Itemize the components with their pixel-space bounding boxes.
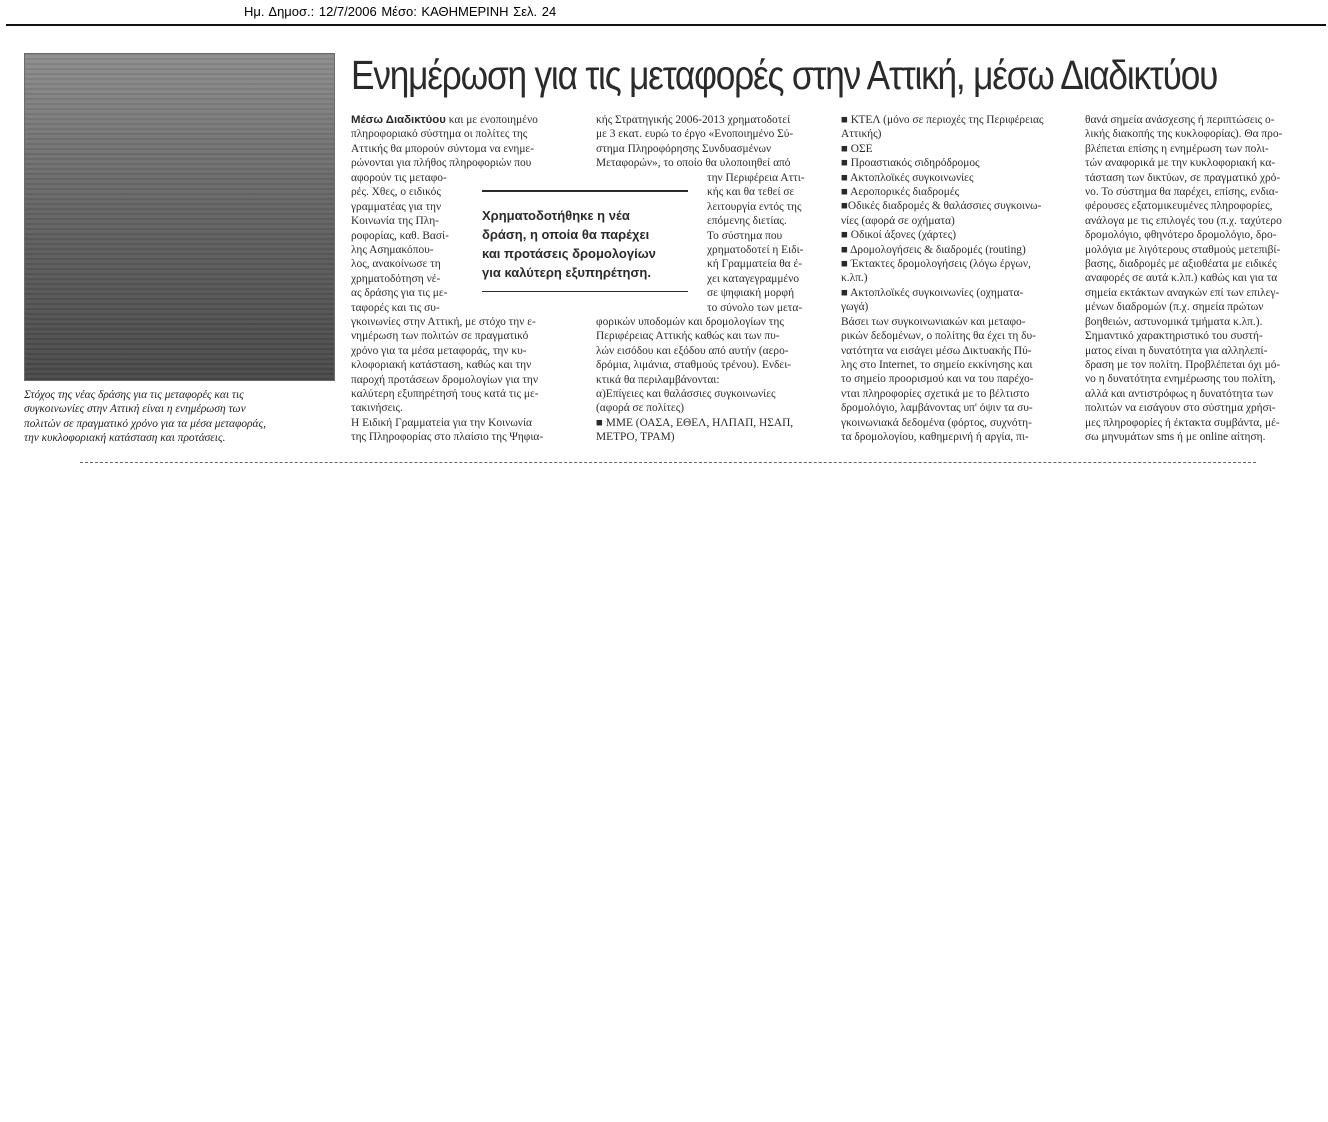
column-1-top (351, 113, 586, 171)
lead-in: Μέσω Διαδικτύου (351, 114, 446, 126)
traffic-photo (24, 53, 335, 381)
photo-caption: Στόχος της νέας δράσης για τις μεταφορές και τις συγκοινωνίες στην Αττική είναι η ενημέρωση των πολιτών σε πραγματικό χρόνο για τα μέσα μεταφοράς, την κυκλοφοριακή κατάσταση και προτάσεις. (24, 389, 266, 445)
column-2-bottom: φορικών υποδομών και δρομολογίων της Περιφέρειας Αττικής καθώς και των πυ- λών εισόδου και εξόδου από αυτήν (αερο- δρόμια, λιμάνια, σταθμούς τρένου). Ενδει- κτικά θα περιλαμβάνονται: α)Επίγειες και θαλάσσιες συγκοινωνίες (αφορά σε πολίτες) ■ ΜΜΕ (ΟΑΣΑ, ΕΘΕΛ, ΗΛΠΑΠ, ΗΣΑΠ, ΜΕΤΡΟ, ΤΡΑΜ) (596, 316, 794, 444)
column-4: θανά σημεία ανάσχεσης ή περιπτώσεις ο- λικής διακοπής της κυκλοφορίας). Θα προ- βλέπεται επίσης η ενημέρωση των πολι- τών αναφορικά με την κυκλοφοριακή κα- τάσταση των δικτύων, σε πραγματικό χρό- νο. Το σύστημα θα παρέχει, επίσης, ενδια- φέρουσες εξατομικευμένες πληροφορίες, ανάλογα με τις επιλογές του (π.χ. ταχύτερο δρομολόγιο, φθηνότερο δρομολόγιο, δρο- μολόγια με λιγότερους σταθμούς μετεπιβί- βασης, διαδρομές με αξιοθέατα με ειδικές αναφορές σε αυτά κ.λπ.) καθώς και για τα σημεία εκτάκτων αναγκών επί των επιλεγ- μένων διαδρομών (π.χ. σημεία πρώτων βοηθειών, αστυνομικά τμήματα κ.λπ.). Σημαντικό χαρακτηριστικό του συστή- ματος είναι η δυνατότητα για αλληλεπί- δραση με τον πολίτη. Προβλέπεται όχι μό- νο η δυνατότητα ενημέρωσης του πολίτη, αλλά και αντιστρόφως η δυνατότητα των πολιτών να εισάγουν στο σύστημα χρήσι- μες πληροφορίες ή έκτακτα συμβάντα, μέ- σω μηνυμάτων sms ή με online αίτηση. (1085, 114, 1283, 443)
bottom-dashed-rule (80, 462, 1256, 463)
publication-info: Ημ. Δημοσ.: 12/7/2006 Μέσο: ΚΑΘΗΜΕΡΙΝΗ Σελ. 24 (244, 4, 557, 19)
column-2-top: κής Στρατηγικής 2006-2013 χρηματοδοτεί με 3 εκατ. ευρώ το έργο «Ενοποιημένο Σύ- στημα Πληροφόρησης Συνδυασμένων Μεταφορών», το οποίο θα υλοποιηθεί από (596, 114, 794, 170)
article-headline: Ενημέρωση για τις μεταφορές στην Αττική, μέσω Διαδικτύου (351, 52, 1218, 98)
top-rule (6, 24, 1326, 26)
pull-quote: Χρηματοδοτήθηκε η νέα δράση, η οποία θα παρέχει και προτάσεις δρομολογίων για καλύτερη εξυπηρέτηση. (482, 190, 688, 292)
column-1-top-text: και με ενοποιημένο πληροφοριακό σύστημα οι πολίτες της Αττικής θα μπορούν σύντομα να ενημε- ρώνονται για πλήθος πληροφοριών που (351, 114, 538, 170)
column-2-middle: την Περιφέρεια Αττι- κής και θα τεθεί σε λειτουργία εντός της επόμενης διετίας. Το σύστημα που χρηματοδοτεί η Ειδι- κή Γραμματεία θα έ- χει καταγεγραμμένο σε ψηφιακή μορφή το σύνολο των μετα- (707, 172, 805, 314)
column-1-middle: αφορούν τις μεταφο- ρές. Χθες, ο ειδικός γραμματέας για την Κοινωνία της Πλη- ροφορίας, καθ. Βασί- λης Ασημακόπου- λος, ανακοίνωσε τη χρηματοδότηση νέ- ας δράσης για τις με- ταφορές και τις συ- (351, 172, 449, 314)
column-3: ■ ΚΤΕΛ (μόνο σε περιοχές της Περιφέρειας Αττικής) ■ ΟΣΕ ■ Προαστιακός σιδηρόδρομος ■ Ακτοπλοϊκές συγκοινωνίες ■ Αεροπορικές διαδρομές ■Οδικές διαδρομές & θαλάσσιες συγκοινω- νίες (αφορά σε οχήματα) ■ Οδικοί άξονες (χάρτες) ■ Δρομολογήσεις & διαδρομές (routing) ■ Έκτακτες δρομολογήσεις (λόγω έργων, κ.λπ.) ■ Ακτοπλοϊκές συγκοινωνίες (οχηματα- γωγά) Βάσει των συγκοινωνιακών και μεταφο- ρικών δεδομένων, ο πολίτης θα έχει τη δυ- νατότητα να εισάγει μέσω Δικτυακής Πύ- λης στο Internet, το σημείο εκκίνησης και το σημείο προορισμού και να του παρέχο- νται πληροφορίες σχετικά με το βέλτιστο δρομολόγιο, λαμβάνοντας υπ' όψιν τα συ- γκοινωνιακά δεδομένα (φόρτος, συχνότη- τα δρομολογίου, καθημερινή ή αργία, πι- (841, 114, 1044, 443)
column-1-bottom: γκοινωνίες στην Αττική, με στόχο την ε- νημέρωση των πολιτών σε πραγματικό χρόνο για τα μέσα μεταφοράς, την κυ- κλοφοριακή κατάσταση, καθώς και την παροχή προτάσεων δρομολογίων για την καλύτερη εξυπηρέτησή τους κατά τις με- τακινήσεις. Η Ειδική Γραμματεία για την Κοινωνία της Πληροφορίας στο πλαίσιο της Ψηφια- (351, 316, 544, 444)
